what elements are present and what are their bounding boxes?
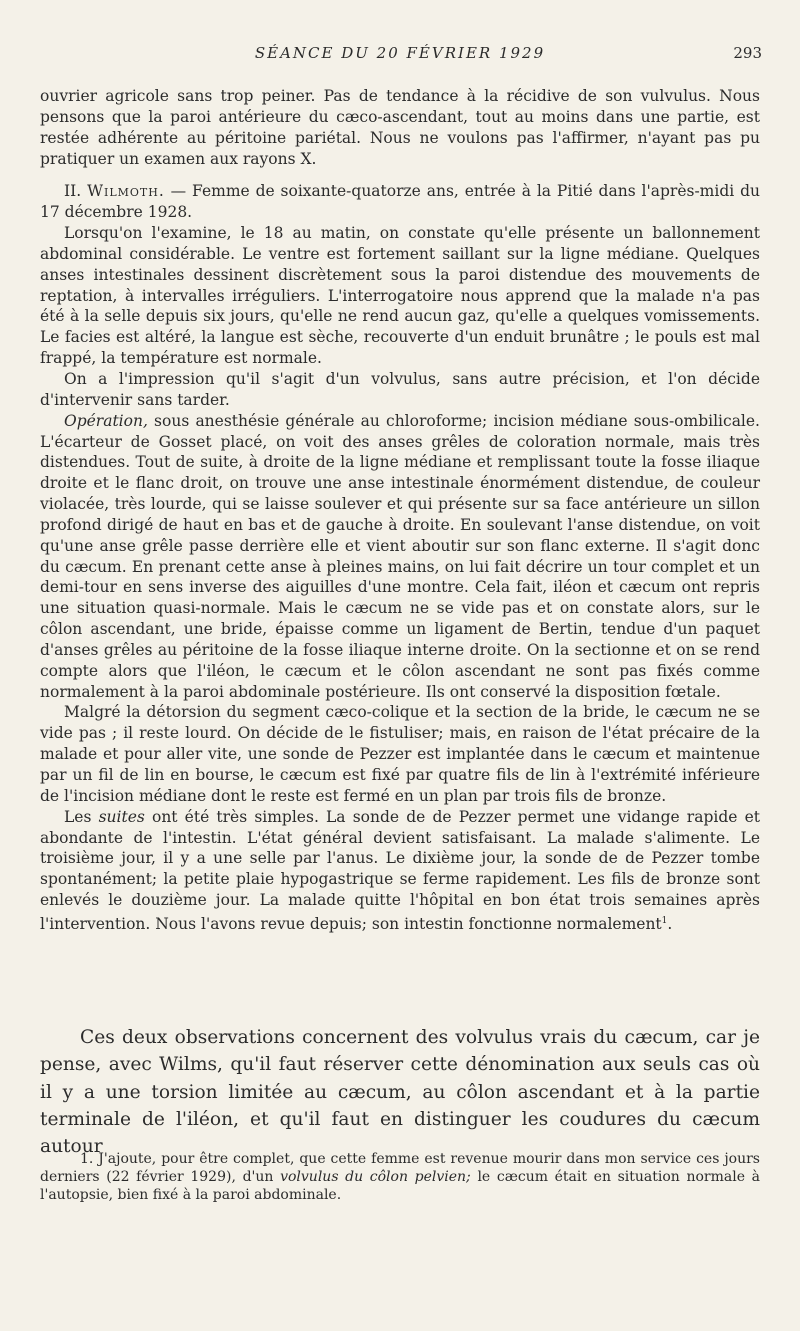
footnote-text: [40, 1150, 760, 1204]
paragraph-case-heading: [40, 181, 760, 223]
case-intro: — Femme de soixante-quatorze ans, entrée à la Pitié dans l'après-midi du 17 décembre 1928.: [40, 182, 760, 222]
paragraph-examination: Lorsqu'on l'examine, le 18 au matin, on constate qu'elle présente un ballonnement abdominal considérable. Le ventre est fortement saillant sur la ligne médiane. Quelques anses intestinales dessinent discrètement sous la paroi distendue des mouvements de reptation, à intervalles irréguliers. L'interrogatoire nous apprend que la malade n'a pas été à la selle depuis six jours, qu'elle ne rend aucun gaz, qu'elle a quelques vomissements. Le facies est altéré, la langue est sèche, recouverte d'un enduit brunâtre ; le pouls est mal frappé, la température est normale.: [40, 224, 760, 368]
paragraph-conclusion: Ces deux observations concernent des volvulus vrais du cæcum, car je pense, avec Wilms, qu'il faut réserver cette dénomination aux seuls cas où il y a une torsion limitée au cæcum, au côlon ascendant et à la partie terminale de l'iléon, et qu'il faut en distinguer les coudures du cæcum autour: [40, 1027, 760, 1158]
patient-name: Wilmoth.: [87, 182, 165, 201]
paragraph-impression: On a l'impression qu'il s'agit d'un volvulus, sans autre précision, et l'on décide d'intervenir sans tarder.: [40, 369, 760, 409]
suites-pre: Les: [64, 807, 99, 826]
case-number: II.: [64, 182, 88, 201]
conclusion-text: [40, 1024, 760, 1160]
footnote-ref: 1: [661, 915, 668, 926]
suites-end: .: [667, 915, 673, 934]
operation-text: sous anesthésie générale au chloroforme; incision médiane sous-ombilicale. L'écarteur de Gosset placé, on voit des anses grêles de coloration normale, mais très distendues. Tout de suite, à droite de la ligne médiane et remplissant toute la fosse iliaque droite et le flanc droit, on trouve une anse intestinale énormément distendue, de couleur violacée, très lourde, qui se laisse soulever et qui présente sur sa face antérieure un sillon profond dirigé de haut en bas et de gauche à droite. En soulevant l'anse distendue, on voit qu'une anse grêle passe derrière elle et vient aboutir sur son flanc externe. Il s'agit donc du cæcum. En prenant cette anse à pleines mains, on lui fait décrire un tour complet et un demi-tour en sens inverse des aiguilles d'une montre. Cela fait, iléon et cæcum ont repris une situation quasi-normale. Mais le cæcum ne se vide pas et on constate alors, sur le côlon ascendant, une bride, épaisse comme un ligament de Bertin, tendue d'un paquet d'anses grêles au péritoine de la fosse iliaque interne droite. On la sectionne et on se rend compte alors que l'iléon, le cæcum et le côlon ascendant ne sont pas fixés comme normalement à la paroi abdominale postérieure. Ils ont conservé la disposition fœtale.: [40, 411, 760, 701]
footnote: [40, 1150, 760, 1204]
operation-lead: Opération,: [64, 411, 148, 430]
journal-page: [40, 0, 760, 1331]
footnote-italic: volvulus du côlon pelvien;: [280, 1169, 471, 1185]
footnote-pre: 1. J'ajoute, pour être complet, que cette femme est revenue mourir dans mon service ces jours derniers (22 février 1929), d'un: [40, 1151, 760, 1185]
paragraph-detorsion: Malgré la détorsion du segment cæco-colique et la section de la bride, le cæcum ne se vide pas ; il reste lourd. On décide de le fistuliser; mais, en raison de l'état précaire de la malade et pour aller vite, une sonde de Pezzer est implantée dans le cæcum et maintenue par un fil de lin en bourse, le cæcum est fixé par quatre fils de lin à l'extrémité inférieure de l'incision médiane dont le reste est fermé en un plan par trois fils de bronze.: [40, 703, 760, 805]
paragraph-operation: [40, 411, 760, 703]
running-header: [40, 44, 760, 66]
suites-text: ont été très simples. La sonde de de Pezzer permet une vidange rapide et abondante de l'intestin. L'état général devient satisfaisant. La malade s'alimente. Le troisième jour, il y a une selle par l'anus. Le dixième jour, la sonde de de Pezzer tombe spontanément; la petite plaie hypogastrique se ferme rapidement. Les fils de bronze sont enlevés le douzième jour. La malade quitte l'hôpital en bon état trois semaines après l'intervention. Nous l'avons revue depuis; son intestin fonctionne normalement: [40, 807, 760, 934]
paragraph-1: ouvrier agricole sans trop peiner. Pas de tendance à la récidive de son vulvulus. Nous pensons que la paroi antérieure du cæco-ascendant, tout au moins dans une partie, est restée adhérente au péritoine pariétal. Nous ne voulons pas l'affirmer, n'ayant pas pu pratiquer un examen aux rayons X.: [40, 87, 760, 168]
page-number: 293: [733, 44, 762, 62]
footnote-rest: le cæcum était en situation normale à l'autopsie, bien fixé à la paroi abdominale.: [40, 1169, 761, 1203]
main-text: [40, 86, 760, 935]
header-title: SÉANCE DU 20 FÉVRIER 1929: [254, 44, 546, 62]
paragraph-suites: [40, 807, 760, 935]
suites-word: suites: [98, 807, 145, 826]
